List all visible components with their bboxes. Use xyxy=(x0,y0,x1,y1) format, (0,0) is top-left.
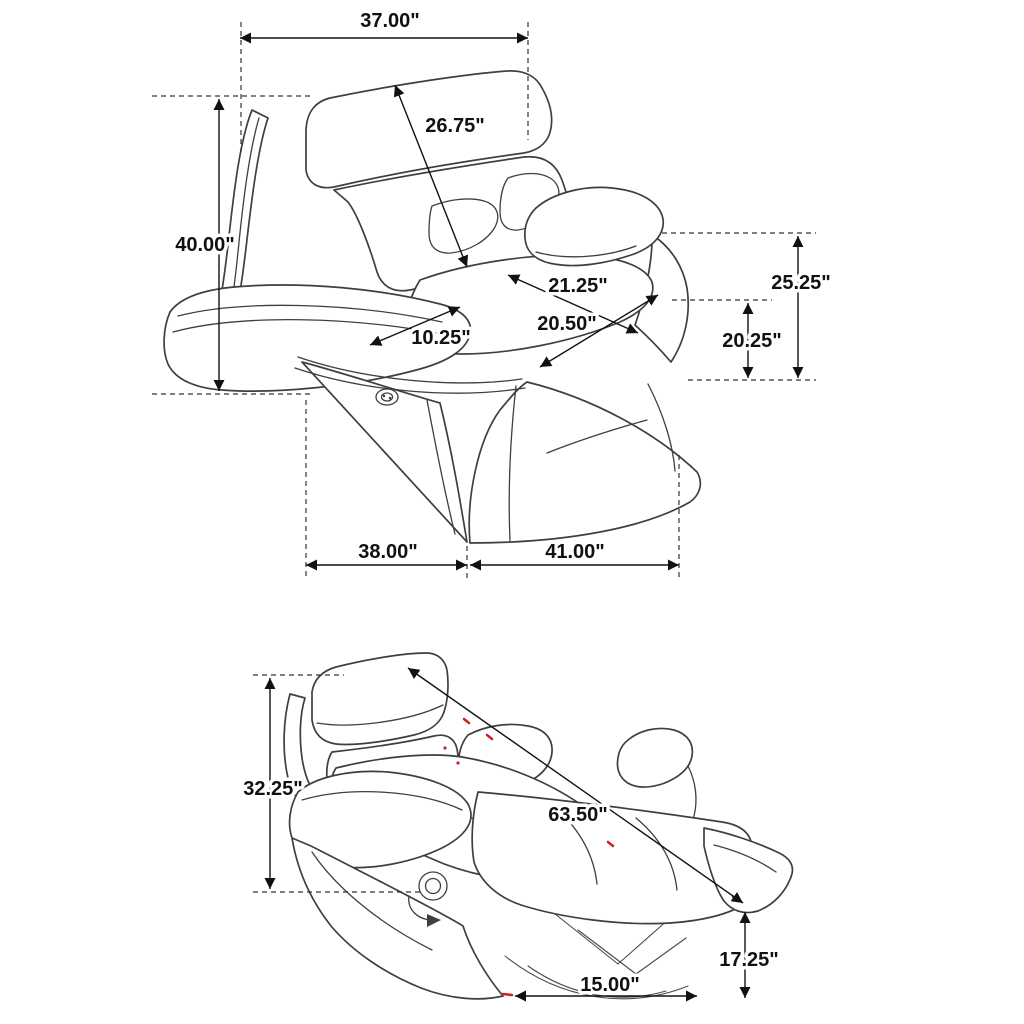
dim-reclined-back-height-label: 32.25" xyxy=(243,778,303,800)
reclined-chair-drawing xyxy=(284,653,792,999)
upright-base-right-panel xyxy=(469,382,700,543)
dim-footrest-height xyxy=(719,912,779,998)
reclined-right-armrest xyxy=(617,728,692,787)
red-dot-2 xyxy=(456,761,459,764)
dim-footrest-extension-label: 15.00" xyxy=(580,974,640,996)
dim-footrest-height-label: 17.25" xyxy=(719,949,779,971)
dim-seat-to-arm-height xyxy=(672,300,816,380)
dim-seat-depth-label: 20.50" xyxy=(537,313,597,335)
dim-seat-width-label: 21.25" xyxy=(548,275,608,297)
red-dot-1 xyxy=(443,746,446,749)
dim-reclined-length-label: 63.50" xyxy=(548,804,608,826)
dim-span-left-label: 38.00" xyxy=(358,541,418,563)
dim-overall-height-label: 40.00" xyxy=(175,234,235,256)
reclined-headrest xyxy=(312,653,448,745)
dim-back-diagonal-label: 26.75" xyxy=(425,115,485,137)
dim-span-right-label: 41.00" xyxy=(545,541,605,563)
upright-chair-drawing xyxy=(164,71,700,543)
dim-overall-width-label: 37.00" xyxy=(360,10,420,32)
dim-arm-height-label: 25.25" xyxy=(771,272,831,294)
dim-armrest-width-label: 10.25" xyxy=(411,327,471,349)
dim-seat-to-arm-label: 20.25" xyxy=(722,330,782,352)
